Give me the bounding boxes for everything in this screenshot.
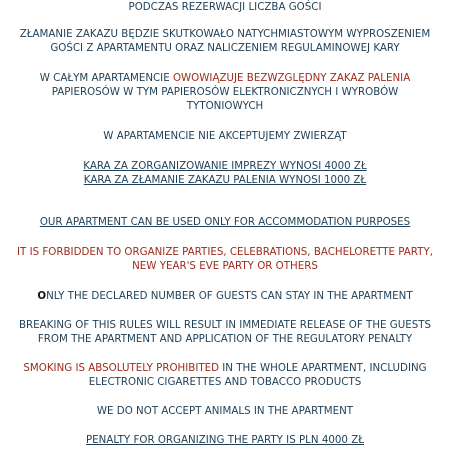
en-penalty-party: PENALTY FOR ORGANIZING THE PARTY IS PLN 4000 ZŁ xyxy=(85,434,365,446)
pl-breach-line-2: GOŚCI Z APARTAMENTU ORAZ NALICZENIEM REGULAMINOWEJ KARY xyxy=(50,42,400,54)
en-animals-rule xyxy=(0,404,450,418)
en-accommodation-rule xyxy=(0,215,450,229)
pl-smoking-line-1 xyxy=(0,71,450,85)
pl-smoking-highlight: OWOWIĄZUJE BEZWZGLĘDNY ZAKAZ PALENIA xyxy=(172,72,411,84)
en-smoking-rule xyxy=(0,361,450,389)
en-breach-rule xyxy=(0,318,450,346)
pl-smoking-line-3: TYTONIOWYCH xyxy=(186,100,264,112)
en-parties-rule xyxy=(0,245,450,273)
pl-guests-line: PODCZAS REZERWACJI LICZBA GOŚCI xyxy=(128,1,322,13)
en-guests-first-letter: O xyxy=(37,290,47,302)
en-guests-line xyxy=(0,289,450,303)
en-parties-line-1: IT IS FORBIDDEN TO ORGANIZE PARTIES, CELEBRATIONS, BACHELORETTE PARTY, xyxy=(17,246,433,258)
en-guests-rule xyxy=(0,289,450,303)
pl-animals-rule xyxy=(0,129,450,143)
pl-breach-rule xyxy=(0,27,450,55)
pl-penalty-smoking: KARA ZA ZŁAMANIE ZAKAZU PALENIA WYNOSI 1000 ZŁ xyxy=(83,174,367,186)
en-smoking-highlight: SMOKING IS ABSOLUTELY PROHIBITED xyxy=(23,362,220,374)
pl-penalties xyxy=(0,159,450,187)
pl-breach-line-1: ZŁAMANIE ZAKAZU BĘDZIE SKUTKOWAŁO NATYCHMIASTOWYM WYPROSZENIEM xyxy=(19,28,431,40)
en-smoking-line-1 xyxy=(0,361,450,375)
pl-guests-continuation xyxy=(0,0,450,14)
en-animals-line: WE DO NOT ACCEPT ANIMALS IN THE APARTMENT xyxy=(96,405,354,417)
pl-animals-line: W APARTAMENCIE NIE AKCEPTUJEMY ZWIERZĄT xyxy=(103,130,347,142)
pl-smoking-prefix: W CAŁYM APARTAMENCIE xyxy=(39,72,173,84)
en-breach-line-2: FROM THE APARTMENT AND APPLICATION OF THE REGULATORY PENALTY xyxy=(37,333,413,345)
en-parties-line-2: NEW YEAR'S EVE PARTY OR OTHERS xyxy=(132,260,318,272)
pl-smoking-rule xyxy=(0,71,450,113)
en-guests-rest: NLY THE DECLARED NUMBER OF GUESTS CAN STAY IN THE APARTMENT xyxy=(46,290,413,302)
en-smoking-rest: IN THE WHOLE APARTMENT, INCLUDING xyxy=(219,362,427,374)
en-breach-line-1: BREAKING OF THIS RULES WILL RESULT IN IMMEDIATE RELEASE OF THE GUESTS xyxy=(18,319,432,331)
en-smoking-line-2: ELECTRONIC CIGARETTES AND TOBACCO PRODUCTS xyxy=(88,376,362,388)
pl-penalty-party: KARA ZA ZORGANIZOWANIE IMPREZY WYNOSI 4000 ZŁ xyxy=(83,160,367,172)
pl-smoking-line-2: PAPIEROSÓW W TYM PAPIEROSÓW ELEKTRONICZNYCH I WYROBÓW xyxy=(51,86,399,98)
en-accommodation-line: OUR APARTMENT CAN BE USED ONLY FOR ACCOMMODATION PURPOSES xyxy=(39,216,411,228)
en-penalty-rule xyxy=(0,433,450,447)
